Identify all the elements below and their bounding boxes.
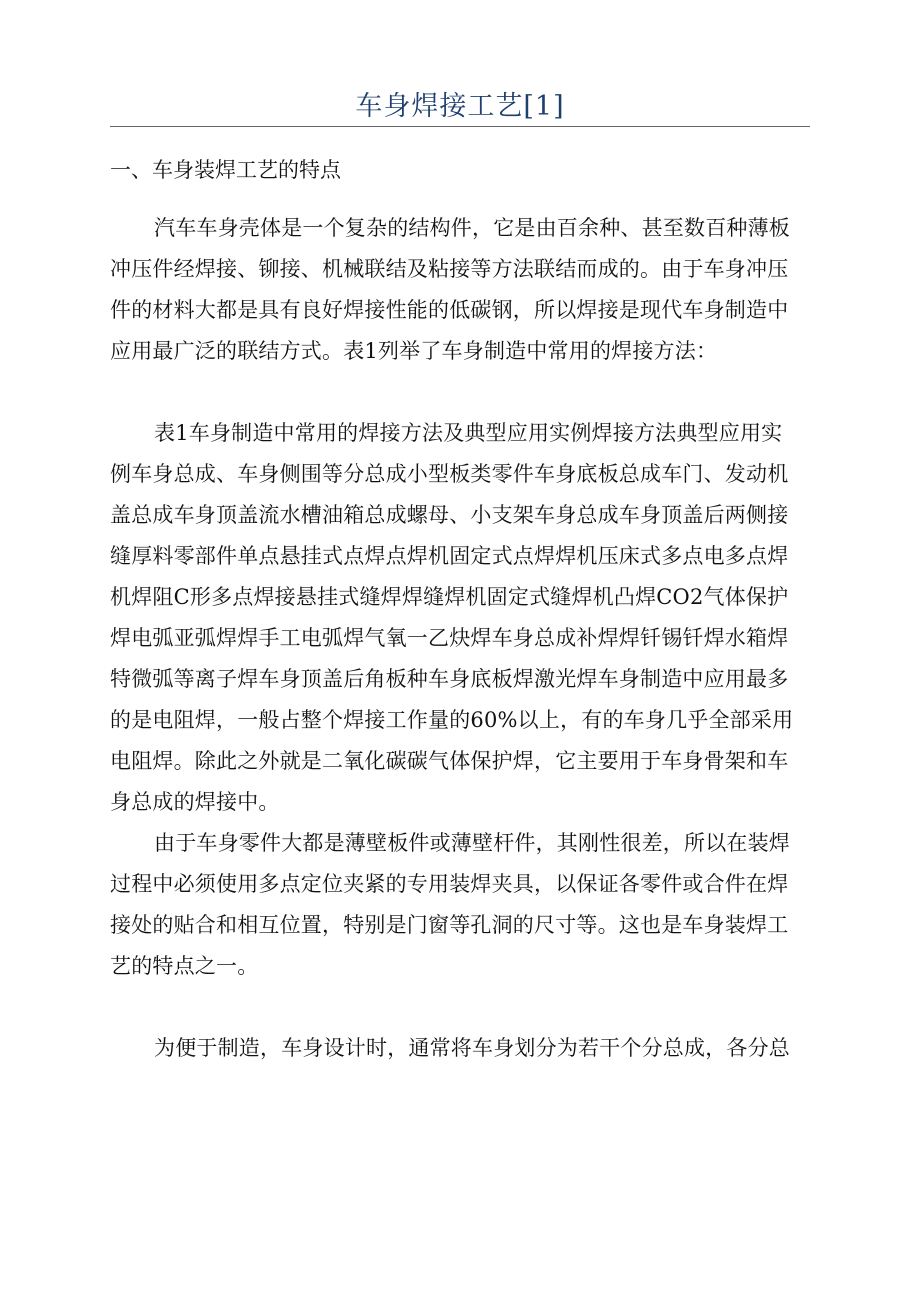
paragraph-line: 冲压件经焊接、铆接、机械联结及粘接等方法联结而成的。由于车身冲压 [110,257,789,281]
paragraph-line: 身总成的焊接中。 [110,790,280,814]
paragraph-line: 应用最广泛的联结方式。表1列举了车身制造中常用的焊接方法： [110,339,718,363]
paragraph-line: 为便于制造，车身设计时，通常将车身划分为若干个分总成，各分总 [154,1036,790,1060]
paragraph-line: 过程中必须使用多点定位夹紧的专用装焊夹具，以保证各零件或合件在焊 [110,872,789,896]
paragraph [110,1028,815,1069]
paragraph-line: 缝厚料零部件单点悬挂式点焊点焊机固定式点焊焊机压床式多点电多点焊 [110,544,789,568]
paragraph-line: 表1车身制造中常用的焊接方法及典型应用实例焊接方法典型应用实 [154,421,783,445]
paragraph-line: 焊电弧亚弧焊焊手工电弧焊气氧一乙炔焊车身总成补焊焊钎锡钎焊水箱焊 [110,626,789,650]
paragraph [110,413,815,823]
paragraph-line: 件的材料大都是具有良好焊接性能的低碳钢，所以焊接是现代车身制造中 [110,298,789,322]
paragraph-line: 特微弧等离子焊车身顶盖后角板种车身底板焊激光焊车身制造中应用最多 [110,667,789,691]
paragraph-line: 由于车身零件大都是薄壁板件或薄壁杆件，其刚性很差，所以在装焊 [154,831,790,855]
paragraph-line: 电阻焊。除此之外就是二氧化碳碳气体保护焊，它主要用于车身骨架和车 [110,749,789,773]
paragraph [110,823,815,987]
title-divider [110,126,810,127]
section-heading: 一、车身装焊工艺的特点 [110,158,341,182]
paragraph-line: 的是电阻焊，一般占整个焊接工作量的60%以上，有的车身几乎全部采用 [110,708,794,732]
document-title: 车身焊接工艺[1] [355,91,565,122]
paragraph [110,208,815,372]
paragraph-line: 例车身总成、车身侧围等分总成小型板类零件车身底板总成车门、发动机 [110,462,789,486]
paragraph-line: 接处的贴合和相互位置，特别是门窗等孔洞的尺寸等。这也是车身装焊工 [110,913,789,937]
paragraph-line: 盖总成车身顶盖流水槽油箱总成螺母、小支架车身总成车身顶盖后两侧接 [110,503,789,527]
paragraph-line: 机焊阻C形多点焊接悬挂式缝焊焊缝焊机固定式缝焊机凸焊CO2气体保护 [110,585,789,609]
paragraph-line: 汽车车身壳体是一个复杂的结构件，它是由百余种、甚至数百种薄板 [154,216,790,240]
paragraph-line: 艺的特点之一。 [110,954,259,978]
